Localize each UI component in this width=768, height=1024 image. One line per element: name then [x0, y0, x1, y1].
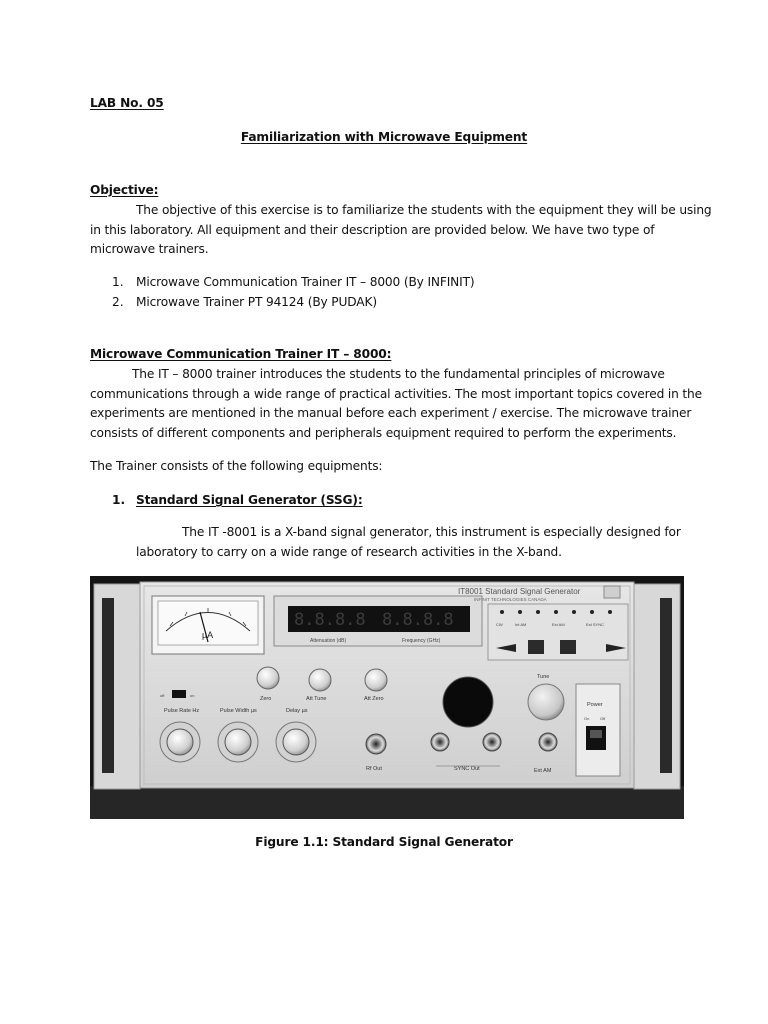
mode-ext-am: Ext AM: [552, 622, 565, 627]
display-label-left: Attenuation (dB): [310, 638, 347, 644]
ssg-line: laboratory to carry on a wide range of research activities in the X-band.: [136, 544, 562, 559]
document-heading: Familiarization with Microwave Equipment: [240, 130, 528, 144]
device-brand-sub: INFINIT TECHNOLOGIES CANADA: [474, 597, 547, 602]
svg-text:8.8.8.8: 8.8.8.8: [294, 610, 366, 630]
display-label-right: Frequency (GHz): [402, 638, 441, 644]
lab-title: LAB No. 05: [90, 96, 164, 110]
objective-line: The objective of this exercise is to familiarize the students with the equipment they will be using: [136, 203, 712, 217]
svg-text:on: on: [190, 693, 195, 698]
figure-caption: Figure 1.1: Standard Signal Generator: [255, 835, 513, 849]
knob-zero-label: Zero: [260, 696, 272, 702]
objective-label: Objective:: [90, 183, 159, 197]
ssg-line: The IT -8001 is a X-band signal generator, this instrument is especially designed for: [182, 525, 681, 539]
knob-att-zero-label: Att Zero: [364, 696, 384, 702]
section-title: Microwave Communication Trainer IT – 8000:: [90, 347, 392, 361]
mode-int-am: Int AM: [515, 622, 527, 627]
meter-unit: µA: [202, 630, 214, 640]
sync-out-label: SYNC Out: [454, 766, 480, 772]
mode-cw: CW: [496, 622, 503, 627]
power-label: Power: [587, 702, 603, 708]
delay-label: Delay µs: [286, 708, 308, 714]
pulse-rate-label: Pulse Rate Hz: [164, 708, 200, 714]
section-paragraph: [90, 365, 702, 443]
objective-line: microwave trainers.: [90, 242, 209, 257]
list-number: 1.: [112, 275, 124, 289]
section-line: communications through a wide range of practical activities. The most important topics covered in the: [90, 386, 702, 401]
list-number: 2.: [112, 295, 124, 309]
power-on-label: On: [584, 716, 590, 721]
consists-line: The Trainer consists of the following equipments:: [90, 459, 383, 473]
power-off-label: Off: [600, 716, 606, 721]
signal-generator-image: [90, 576, 684, 819]
ssg-title: Standard Signal Generator (SSG):: [136, 493, 363, 507]
ext-am-label: Ext AM: [534, 768, 552, 774]
section-line: The IT – 8000 trainer introduces the students to the fundamental principles of microwave: [132, 367, 665, 381]
mode-ext-sync: Ext SYNC: [586, 622, 605, 627]
objective-paragraph: [90, 201, 712, 260]
svg-text:8.8.8.8: 8.8.8.8: [382, 610, 454, 630]
figure-photo: [90, 576, 684, 819]
ssg-paragraph: [136, 523, 681, 562]
tune-label: Tune: [537, 674, 550, 680]
knob-att-tune-label: Att Tune: [306, 696, 327, 702]
list-item: Microwave Trainer PT 94124 (By PUDAK): [136, 295, 377, 309]
ssg-number: 1.: [112, 493, 126, 507]
section-line: consists of different components and peripherals equipment required to perform the experiments.: [90, 425, 677, 440]
device-brand-title: IT8001 Standard Signal Generator: [458, 587, 581, 596]
section-line: experiments are mentioned in the manual before each experiment / exercise. The microwave trainer: [90, 406, 692, 421]
objective-line: in this laboratory. All equipment and their description are provided below. We have two type of: [90, 222, 655, 237]
svg-text:off: off: [160, 693, 165, 698]
pulse-width-label: Pulse Width µs: [220, 708, 257, 714]
list-item: Microwave Communication Trainer IT – 8000 (By INFINIT): [136, 275, 475, 289]
rf-out-label: Rf Out: [366, 766, 382, 772]
